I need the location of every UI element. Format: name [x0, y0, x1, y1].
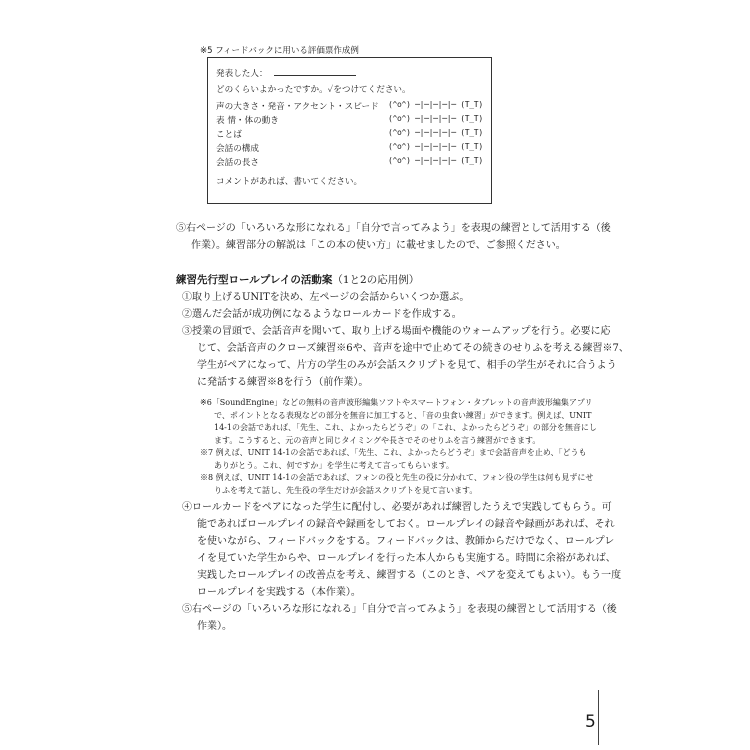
text-line: ⑤右ページの「いろいろな形になれる」「自分で言ってみよう」を表現の練習として活用する（後: [182, 604, 617, 615]
text-line: に発話する練習※8を行う（前作業）。: [197, 377, 369, 388]
text-line: ⑤右ページの「いろいろな形になれる」「自分で言ってみよう」を表現の練習として活用する（後: [176, 223, 611, 234]
footnotes: [200, 397, 597, 497]
footnote-line: ます。こうすると、元の音声と同じタイミングや長さでそのせりふを言う練習ができます。: [214, 435, 541, 445]
form-instruction: どのくらいよかったですか。✓をつけてください。: [216, 85, 411, 95]
section-title: 練習先行型ロールプレイの活動案: [176, 274, 333, 286]
criterion-label: 会話の構成: [216, 144, 259, 154]
rating-scale: (^o^) ─|─|─|─|─ (T_T): [388, 142, 483, 151]
footnote-line: で、ポイントとなる表現などの部分を無音に加工すると、「音の虫食い練習」ができます。例えば、UNIT: [214, 410, 592, 420]
step-5-top: [176, 220, 611, 254]
figure-caption: ※5 フィードバックに用いる評価票作成例: [200, 46, 359, 56]
footnote-line: ※7 例えば、UNIT 14-1の会話であれば、「先生、これ、よかったらどうぞ」まで会話音声を止め、「どうも: [200, 448, 587, 457]
text-line: ①取り上げるUNITを決め、左ページの会話からいくつか選ぶ。: [182, 292, 470, 303]
margin-rule: [598, 690, 599, 745]
text-line: ④ロールカードをペアになった学生に配付し、必要があれば練習したうえで実践してもらう。可: [182, 502, 612, 513]
rating-scale: (^o^) ─|─|─|─|─ (T_T): [388, 100, 483, 109]
text-line: ③授業の冒頭で、会話音声を聞いて、取り上げる場面や機能のウォームアップを行う。必要に応: [182, 326, 611, 337]
text-line: を使いながら、フィードバックをする。フィードバックは、教師からだけでなく、ロールプレ: [197, 536, 615, 547]
text-line: ②選んだ会話が成功例になるようなロールカードを作成する。: [182, 309, 462, 320]
criterion-label: 声の大きさ・発音・アクセント・スピード: [216, 102, 379, 112]
steps-1-3: [182, 289, 629, 391]
criterion-label: 表 情・体の動き: [216, 116, 279, 126]
footnote-line: 14-1の会話であれば、「先生、これ、よかったらどうぞ」の「これ、よかったらどうぞ」の部分を無音にし: [214, 423, 597, 432]
presenter-label: 発表した人：: [216, 69, 268, 79]
rating-scale: (^o^) ─|─|─|─|─ (T_T): [388, 128, 483, 137]
text-line: 学生がペアになって、片方の学生のみが会話スクリプトを見て、相手の学生がそれに合うよう: [197, 360, 617, 371]
text-line: じて、会話音声のクローズ練習※6や、音声を途中で止めてその続きのせりふを考える練習※7、: [197, 343, 629, 354]
text-line: 能であればロールプレイの録音や録画をしておく。ロールプレイの録音や録画があれば、それ: [197, 519, 615, 530]
presenter-name-line: [274, 75, 356, 76]
footnote-line: ありがとう。これ、何ですか」を学生に考えて言ってもらいます。: [214, 460, 454, 470]
page-number: 5: [585, 712, 596, 732]
section-subtitle: （1と2の応用例）: [332, 274, 420, 286]
footnote-line: ※8 例えば、UNIT 14-1の会話であれば、フォンの役と先生の役に分かれて、フォン役の学生は何も見ずにせ: [200, 473, 594, 482]
rating-scale: (^o^) ─|─|─|─|─ (T_T): [388, 114, 483, 123]
steps-4-5: [182, 499, 621, 635]
criterion-label: 会話の長さ: [216, 158, 259, 168]
rating-scale: (^o^) ─|─|─|─|─ (T_T): [388, 156, 483, 165]
text-line: イを見ていた学生からや、ロールプレイを行った本人からも実施する。時間に余裕があれば、: [197, 553, 616, 564]
footnote-line: りふを考えて話し、先生役の学生だけが会話スクリプトを見て言います。: [214, 485, 478, 495]
text-line: 実践したロールプレイの改善点を考え、練習する（このとき、ペアを変えてもよい）。もう一度: [197, 570, 622, 581]
section-heading: [176, 272, 419, 287]
text-line: 作業）。: [197, 621, 232, 632]
criterion-label: ことば: [216, 130, 242, 140]
footnote-line: ※6「SoundEngine」などの無料の音声波形編集ソフトやスマートフォン・タブレットの音声波形編集アプリ: [200, 398, 593, 407]
text-line: 作業）。練習部分の解説は「この本の使い方」に載せましたので、ご参照ください。: [191, 240, 566, 251]
text-line: ロールプレイを実践する（本作業）。: [197, 587, 361, 598]
evaluation-form: [207, 57, 492, 204]
comment-label: コメントがあれば、書いてください。: [216, 177, 363, 187]
